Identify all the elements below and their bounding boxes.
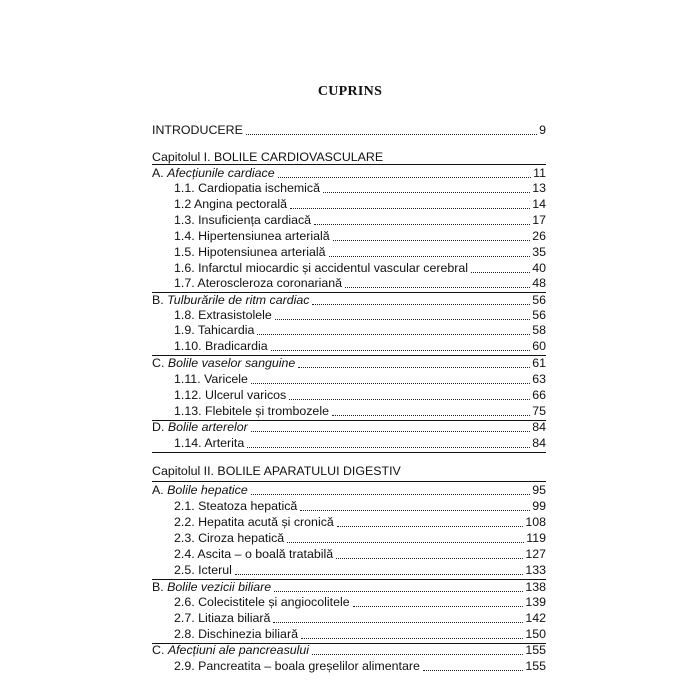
dot-leader	[246, 134, 537, 135]
entry-label: 1.1. Cardiopatia ischemică	[174, 181, 321, 195]
page-title: CUPRINS	[317, 84, 383, 99]
dot-leader	[353, 606, 524, 607]
dot-leader	[287, 542, 524, 543]
entry-label: 1.2 Angina pectorală	[174, 197, 287, 211]
dot-leader	[301, 638, 523, 639]
page-number: 139	[525, 595, 546, 609]
page-number: 48	[532, 276, 546, 290]
entry-label: 1.11. Varicele	[174, 372, 248, 386]
chapter-heading	[152, 149, 546, 165]
page-number: 119	[526, 531, 546, 545]
entry-label: C. Afecțiuni ale pancreasului	[152, 643, 310, 657]
section-entry	[152, 482, 546, 498]
dot-leader	[271, 350, 531, 351]
entry-label: 2.6. Colecistitele și angiocolitele	[174, 595, 350, 609]
page-number: 95	[532, 483, 546, 497]
toc-entry	[152, 244, 546, 260]
toc-entry	[152, 610, 546, 626]
toc-entry	[152, 260, 546, 276]
toc-entry	[152, 435, 546, 451]
dot-leader	[329, 256, 531, 257]
entry-label: A. Bolile hepatice	[152, 483, 248, 497]
toc-entry	[152, 594, 546, 610]
entry-label: 1.14. Arterita	[174, 436, 245, 450]
dot-leader	[332, 415, 530, 416]
page-number: 142	[525, 611, 546, 625]
dot-leader	[273, 622, 523, 623]
dot-leader	[333, 240, 531, 241]
dot-leader	[312, 654, 523, 655]
page-number: 35	[532, 245, 546, 259]
section-entry	[152, 355, 546, 371]
toc-entry	[152, 122, 546, 138]
dot-leader	[345, 287, 530, 288]
dot-leader	[337, 526, 524, 527]
section-entry	[152, 579, 546, 595]
toc-entry	[152, 228, 546, 244]
toc-entry	[152, 338, 546, 354]
page-number: 66	[532, 388, 546, 402]
page-number: 13	[532, 181, 546, 195]
dot-leader	[278, 177, 532, 178]
dot-leader	[274, 591, 523, 592]
page-number: 40	[532, 261, 546, 275]
entry-label: 1.12. Ulcerul varicos	[174, 388, 287, 402]
dot-leader	[247, 447, 530, 448]
dot-leader	[251, 494, 530, 495]
dot-leader	[257, 334, 530, 335]
page-number: 108	[525, 515, 546, 529]
entry-label: 1.13. Flebitele și trombozele	[174, 404, 329, 418]
toc-entry	[152, 626, 546, 642]
entry-label: 2.5. Icterul	[174, 563, 232, 577]
toc-entry	[152, 275, 546, 291]
toc-entry	[152, 546, 546, 562]
entry-label: 2.2. Hepatita acută și cronică	[174, 515, 334, 529]
entry-label: 1.8. Extrasistolele	[174, 308, 272, 322]
dot-leader	[336, 558, 523, 559]
entry-label: Capitolul II. BOLILE APARATULUI DIGESTIV	[152, 464, 401, 478]
section-entry	[152, 165, 546, 181]
entry-label: 2.8. Dischinezia biliară	[174, 627, 298, 641]
page-number: 26	[532, 229, 546, 243]
page-number: 11	[533, 166, 546, 180]
toc-entry	[152, 562, 546, 578]
toc-entry	[152, 514, 546, 530]
page-number: 56	[532, 293, 546, 307]
dot-leader	[471, 272, 530, 273]
dot-leader	[251, 383, 530, 384]
page-number: 138	[525, 580, 546, 594]
entry-label: 2.7. Litiaza biliară	[174, 611, 271, 625]
entry-label: B. Bolile vezicii biliare	[152, 580, 272, 594]
entry-label: 1.4. Hipertensiunea arterială	[174, 229, 330, 243]
page-number: 155	[525, 659, 546, 673]
entry-label: INTRODUCERE	[152, 123, 243, 137]
section-entry	[152, 642, 546, 658]
page-number: 9	[539, 123, 546, 137]
section-divider	[152, 481, 546, 482]
entry-label: 2.4. Ascita – o boală tratabilă	[174, 547, 334, 561]
dot-leader	[275, 319, 530, 320]
section-entry	[152, 419, 546, 435]
dot-leader	[251, 431, 530, 432]
page-number: 63	[532, 372, 546, 386]
page-number: 84	[532, 436, 546, 450]
entry-label: 1.3. Insuficiența cardiacă	[174, 213, 312, 227]
page-number: 75	[532, 404, 546, 418]
dot-leader	[423, 670, 523, 671]
page-number: 14	[532, 197, 546, 211]
entry-label: 1.9. Tahicardia	[174, 323, 255, 337]
dot-leader	[290, 208, 530, 209]
toc-entry	[152, 530, 546, 546]
entry-label: 1.6. Infarctul miocardic și accidentul vascular cerebral	[174, 261, 469, 275]
page-number: 127	[525, 547, 546, 561]
toc-entry	[152, 307, 546, 323]
section-entry	[152, 292, 546, 308]
entry-label: D. Bolile arterelor	[152, 420, 248, 434]
dot-leader	[298, 367, 530, 368]
section-divider	[152, 164, 546, 165]
page-number: 84	[532, 420, 546, 434]
toc-entry	[152, 196, 546, 212]
dot-leader	[289, 399, 530, 400]
dot-leader	[314, 224, 530, 225]
entry-label: 1.5. Hipotensiunea arterială	[174, 245, 326, 259]
dot-leader	[300, 510, 530, 511]
dot-leader	[235, 574, 523, 575]
toc-entry	[152, 403, 546, 419]
toc-entry	[152, 658, 546, 674]
toc-entry	[152, 180, 546, 196]
toc-entry	[152, 322, 546, 338]
dot-leader	[323, 192, 530, 193]
toc-entry	[152, 371, 546, 387]
chapter-heading	[152, 463, 546, 479]
dot-leader	[312, 304, 530, 305]
page-number: 17	[532, 213, 546, 227]
entry-label: Capitolul I. BOLILE CARDIOVASCULARE	[152, 150, 384, 164]
section-divider	[152, 452, 546, 453]
entry-label: 2.9. Pancreatita – boala greșelilor alimentare	[174, 659, 420, 673]
toc-entry	[152, 498, 546, 514]
toc-entry	[152, 212, 546, 228]
page-number: 133	[525, 563, 546, 577]
entry-label: 1.7. Ateroscleroza coronariană	[174, 276, 343, 290]
entry-label: 2.1. Steatoza hepatică	[174, 499, 298, 513]
page-number: 58	[532, 323, 546, 337]
toc-entry	[152, 387, 546, 403]
page-number: 56	[532, 308, 546, 322]
page-number: 99	[532, 499, 546, 513]
page-number: 150	[525, 627, 546, 641]
entry-label: B. Tulburările de ritm cardiac	[152, 293, 310, 307]
entry-label: A. Afecțiunile cardiace	[152, 166, 275, 180]
entry-label: 1.10. Bradicardia	[174, 339, 268, 353]
page-number: 61	[532, 356, 546, 370]
page-number: 155	[525, 643, 546, 657]
entry-label: C. Bolile vaselor sanguine	[152, 356, 296, 370]
page-number: 60	[532, 339, 546, 353]
entry-label: 2.3. Ciroza hepatică	[174, 531, 285, 545]
